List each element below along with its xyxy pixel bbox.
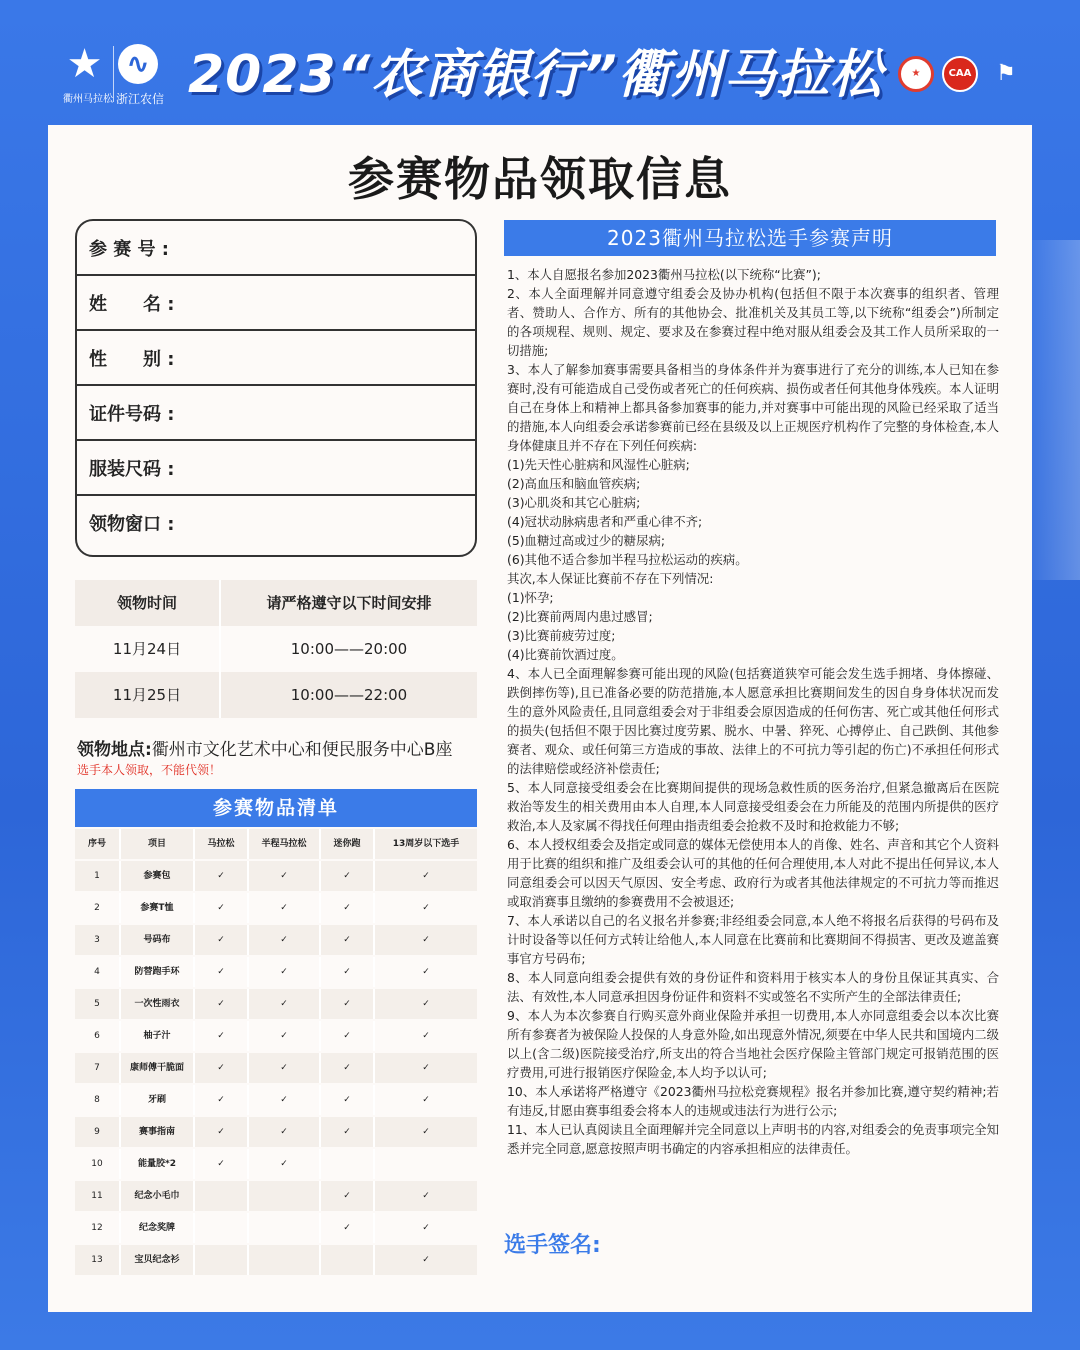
table-cell: 13 [91,1255,103,1265]
divider [247,989,249,1019]
location-value: 衢州市文化艺术中心和便民服务中心B座 [151,740,453,760]
divider [193,1117,195,1147]
table-cell: ✓ [422,903,430,913]
quzhou-logo-icon: ⚑ [996,61,1016,86]
divider [119,1245,121,1275]
table-cell: ✓ [343,1063,351,1073]
table-row [75,861,477,891]
table-cell: 号码布 [143,935,171,945]
table-cell: 4 [94,967,100,977]
divider [247,957,249,987]
table-cell: ✓ [343,1223,351,1233]
divider [247,893,249,923]
form-label: 领物窗口 : [89,514,175,535]
divider [193,957,195,987]
table-cell: ✓ [217,1063,225,1073]
table-row [75,957,477,987]
declaration-paragraph: 5、本人同意接受组委会在比赛期间提供的现场急救性质的医务治疗,但紧急撤离后在医院救治等发生的相关费用由本人自理,本人同意接受组委会在力所能及的范围内所提供的医疗救治,本人及家属不得找任何理由指责组委会抢救不及时和抢救能力不够; [507,780,999,833]
table-row [75,893,477,923]
declaration-paragraph: (2)比赛前两周内患过感冒; [507,609,653,624]
divider [319,957,321,987]
divider [119,1149,121,1179]
pickup-hours: 10:00——20:00 [290,640,408,658]
declaration-paragraph: (6)其他不适合参加半程马拉松运动的疾病。 [507,552,748,567]
divider [119,1117,121,1147]
divider [373,925,375,955]
form-row-window[interactable] [77,496,475,549]
declaration-paragraph: (5)血糖过高或过少的糖尿病; [507,533,666,548]
divider [319,1181,321,1211]
declaration-paragraph: (2)高血压和脑血管疾病; [507,476,641,491]
pickup-hours: 10:00——22:00 [290,686,408,704]
table-cell: ✓ [343,903,351,913]
column-header: 马拉松 [207,839,235,849]
declaration-title: 2023衢州马拉松选手参赛声明 [504,220,996,256]
declaration-paragraph: 6、本人授权组委会及指定或同意的媒体无偿使用本人的肖像、姓名、声音和其它个人资料用于比赛的组织和推广及组委会认可的其他的任何合理使用,本人对此不提出任何异议,本人同意组委会可以因天气原因、安全考虑、政府行为或者其他法律规定的不可抗力等而推迟或取消赛事且缴纳的参赛费用不会被退还; [507,837,999,909]
table-cell: ✓ [217,871,225,881]
divider [247,1245,249,1275]
table-cell [321,1149,373,1179]
table-cell: 6 [94,1031,100,1041]
table-cell: ✓ [422,1031,430,1041]
table-cell: ✓ [217,1127,225,1137]
table-cell: ✓ [422,1191,430,1201]
table-cell: ✓ [343,967,351,977]
divider [373,1117,375,1147]
declaration-paragraph: 1、本人自愿报名参加2023衢州马拉松(以下统称“比赛”); [507,267,821,282]
divider [319,893,321,923]
table-cell: ✓ [280,1159,288,1169]
divider [373,1021,375,1051]
column-header: 项目 [147,839,166,849]
table-cell [249,1245,319,1275]
divider [247,1085,249,1115]
organizer-badges [898,56,1023,100]
divider [319,1085,321,1115]
divider [373,1245,375,1275]
table-row [75,989,477,1019]
table-cell: ✓ [280,903,288,913]
divider [373,829,375,859]
form-label: 参 赛 号 : [89,239,169,260]
table-cell: ✓ [280,1031,288,1041]
table-cell: 宝贝纪念衫 [134,1255,180,1265]
divider [119,1021,121,1051]
nongxin-logo-caption: 浙江农信 [115,92,164,106]
declaration-paragraph: (4)比赛前饮酒过度。 [507,647,624,662]
table-cell: ✓ [343,1191,351,1201]
table-row [75,1149,477,1179]
declaration-paragraph: 8、本人同意向组委会提供有效的身份证件和资料用于核实本人的身份且保证其真实、合法、有效性,本人同意承担因身份证件和资料不实或签名不实所产生的全部法律责任; [507,970,999,1004]
column-header: 13周岁以下选手 [392,839,460,849]
table-cell: ✓ [217,1159,225,1169]
table-cell: 12 [91,1223,103,1233]
divider [373,1181,375,1211]
declaration-paragraph: (1)先天性心脏病和风湿性心脏病; [507,457,690,472]
declaration-paragraph: 9、本人为本次参赛自行购买意外商业保险并承担一切费用,本人亦同意组委会以本次比赛所有参赛者为被保险人投保的人身意外险,如出现意外情况,须要在中华人民共和国境内二级以上(含二级)医院接受治疗,所支出的符合当地社会医疗保险主管部门规定可报销范围的医疗费用,可进行报销医疗保险金,本人均予以认可; [507,1008,999,1080]
table-row [75,1085,477,1115]
table-cell: ✓ [422,871,430,881]
divider [319,1213,321,1243]
table-cell: 3 [94,935,100,945]
form-label: 证件号码 : [89,404,175,425]
divider [193,989,195,1019]
divider [373,989,375,1019]
table-cell: ✓ [280,871,288,881]
form-row-size[interactable] [77,441,475,496]
table-cell: 纪念奖牌 [138,1223,175,1233]
table-cell: ✓ [422,1255,430,1265]
form-row-bib[interactable] [77,221,475,276]
divider [247,925,249,955]
divider [247,1213,249,1243]
declaration-paragraph: (3)比赛前疲劳过度; [507,628,616,643]
divider [319,1245,321,1275]
table-cell: 纪念小毛巾 [134,1191,180,1201]
association-badge-icon: ★ [898,56,934,92]
pickup-time-table [75,580,477,718]
declaration-paragraph: 其次,本人保证比赛前不存在下列情况: [507,571,714,586]
table-row [75,1117,477,1147]
divider [247,1117,249,1147]
table-cell: ✓ [217,935,225,945]
form-label: 姓 名 : [89,294,175,315]
table-cell: ✓ [422,1223,430,1233]
time-header-date: 领物时间 [116,594,177,612]
caa-badge: CAA [942,56,978,92]
form-row-id[interactable] [77,386,475,441]
table-cell: ✓ [217,903,225,913]
table-cell: ✓ [422,967,430,977]
info-card [48,125,1032,1312]
table-cell: 赛事指南 [138,1127,175,1137]
divider [119,861,121,891]
table-cell: 康师傅干脆面 [129,1063,184,1073]
divider [193,829,195,859]
divider [193,893,195,923]
divider [193,861,195,891]
divider [373,1149,375,1179]
table-cell: ✓ [280,999,288,1009]
item-list-title: 参赛物品清单 [75,789,477,827]
table-cell: ✓ [422,935,430,945]
divider [319,925,321,955]
divider [119,925,121,955]
time-table-row [75,672,477,718]
declaration-paragraph: 10、本人承诺将严格遵守《2023衢州马拉松竞赛规程》报名并参加比赛,遵守契约精神;若有违反,甘愿由赛事组委会将本人的违规或违法行为进行公示; [507,1084,999,1118]
divider [247,861,249,891]
table-cell: 2 [94,903,100,913]
table-cell: 7 [94,1063,100,1073]
divider [193,925,195,955]
table-cell: ✓ [422,999,430,1009]
divider [319,989,321,1019]
table-cell: ✓ [343,1127,351,1137]
divider [319,1149,321,1179]
divider [373,1053,375,1083]
participant-form [75,219,477,557]
divider [319,1053,321,1083]
declaration-paragraph: (1)怀孕; [507,590,554,605]
divider [119,957,121,987]
divider [247,829,249,859]
column-header: 半程马拉松 [261,839,307,849]
time-header-note: 请严格遵守以下时间安排 [266,594,432,612]
divider [319,829,321,859]
table-cell: ✓ [280,1095,288,1105]
table-cell: ✓ [422,1063,430,1073]
declaration-paragraph: 11、本人已认真阅读且全面理解并完全同意以上声明书的内容,对组委会的免责事项完全知悉并完全同意,愿意按照声明书确定的内容承担相应的法律责任。 [507,1122,999,1156]
divider [119,1181,121,1211]
declaration-paragraph: 7、本人承诺以自己的名义报名并参赛;非经组委会同意,本人绝不将报名后获得的号码布及计时设备等以任何方式转让给他人,本人同意在比赛前和比赛期间不得损害、更改及遮盖赛事官方号码布; [507,913,999,966]
table-cell: ✓ [217,999,225,1009]
marathon-logo-icon: ★ [66,41,103,87]
divider [373,1213,375,1243]
table-cell [249,1213,319,1243]
zhejiang-nongxin-logo-icon: ∿ [118,44,158,84]
table-row [75,1245,477,1275]
table-cell: ✓ [422,1095,430,1105]
sponsor-logos [62,42,162,108]
declaration-paragraph: (3)心肌炎和其它心脏病; [507,495,641,510]
table-row [75,1181,477,1211]
divider [247,1021,249,1051]
divider [373,957,375,987]
divider [119,1213,121,1243]
divider [373,1085,375,1115]
divider [193,1181,195,1211]
table-cell: 防替跑手环 [134,967,180,977]
divider [373,861,375,891]
table-cell [375,1149,477,1179]
column-header: 序号 [87,839,106,849]
time-table-header [75,580,477,626]
column-header: 迷你跑 [333,839,361,849]
divider [119,829,121,859]
form-row-gender[interactable] [77,331,475,386]
table-cell: ✓ [422,1127,430,1137]
table-row [75,1053,477,1083]
table-cell: ✓ [343,1095,351,1105]
table-cell [195,1213,247,1243]
declaration-paragraph: 3、本人了解参加赛事需要具备相当的身体条件并为赛事进行了充分的训练,本人已知在参赛时,没有可能造成自己受伤或者死亡的任何疾病、损伤或者任何其他身体残疾。本人证明自己在身体上和精神上都具备参加赛事的能力,并对赛事中可能出现的风险已经采取了适当的措施,本人向组委会承诺参赛前已经在县级及以上正规医疗机构作了完整的身体检查,本人身体健康且并不存在下列任何疾病: [507,362,999,453]
divider [319,1117,321,1147]
table-cell [195,1181,247,1211]
table-cell: ✓ [343,871,351,881]
table-cell: ✓ [217,967,225,977]
table-cell: ✓ [217,1095,225,1105]
pickup-warning: 选手本人领取，不能代领！ [77,763,222,777]
divider [373,893,375,923]
table-row [75,925,477,955]
table-cell: 1 [94,871,100,881]
table-cell: ✓ [280,967,288,977]
location-label: 领物地点: [77,740,152,760]
event-title: 2023“农商银行”衢州马拉松 [188,45,883,105]
table-cell: 11 [91,1191,103,1201]
signature-label[interactable]: 选手签名: [504,1233,601,1258]
table-cell: 参赛包 [143,871,171,881]
table-cell: ✓ [280,935,288,945]
table-cell: 一次性雨衣 [134,999,180,1009]
pickup-location [77,735,452,760]
divider [119,1085,121,1115]
time-table-row [75,626,477,672]
table-cell: 牙刷 [147,1095,166,1105]
table-cell [195,1245,247,1275]
divider [247,1053,249,1083]
pickup-date: 11月24日 [112,640,182,658]
pickup-date: 11月25日 [112,686,182,704]
divider [247,1149,249,1179]
divider [319,1021,321,1051]
table-cell: 柚子汁 [143,1031,171,1041]
divider [193,1085,195,1115]
table-cell: ✓ [280,1127,288,1137]
table-cell: 10 [91,1159,103,1169]
divider [119,989,121,1019]
declaration-paragraph: 2、本人全面理解并同意遵守组委会及协办机构(包括但不限于本次赛事的组织者、管理者、赞助人、合作方、所有的其他协会、批准机关及其员工等,以下统称“组委会”)所制定的各项规程、规则、规定、要求及在参赛过程中绝对服从组委会及其工作人员所采取的一切措施; [507,286,999,358]
header [0,0,1080,125]
table-cell: 5 [94,999,100,1009]
item-table-header [75,829,477,859]
form-label: 服装尺码 : [89,459,175,480]
table-cell: 能量胶*2 [138,1159,176,1169]
declaration-body [507,265,999,1158]
divider [193,1053,195,1083]
table-cell: 参赛T恤 [140,903,174,913]
divider [319,861,321,891]
divider [247,1181,249,1211]
table-cell: 9 [94,1127,100,1137]
declaration-paragraph: 4、本人已全面理解参赛可能出现的风险(包括赛道狭窄可能会发生选手拥堵、身体擦碰、跌倒摔伤等),且已准备必要的防范措施,本人愿意承担比赛期间发生的因自身身体状况而发生的意外风险责任,且同意组委会对于非组委会原因造成的任何伤害、死亡或其他任何形式的损失(包括但不限于因比赛过度劳累、脱水、中暑、猝死、心搏停止、自己跌倒、其他参赛者、观众、或任何第三方造成的事故、法律上的不可抗力等引起的伤亡)不承担任何形式的法律赔偿或经济补偿责任; [507,666,999,776]
divider [193,1213,195,1243]
table-cell [249,1181,319,1211]
table-cell: ✓ [343,935,351,945]
table-cell: ✓ [217,1031,225,1041]
divider [193,1245,195,1275]
table-cell: ✓ [343,1031,351,1041]
table-cell: 8 [94,1095,100,1105]
page-title: 参赛物品领取信息 [348,152,732,206]
table-cell [321,1245,373,1275]
table-cell: ✓ [343,999,351,1009]
table-row [75,1213,477,1243]
table-cell: ✓ [280,1063,288,1073]
divider [119,893,121,923]
marathon-logo-caption: 衢州马拉松 [63,94,113,105]
table-row [75,1021,477,1051]
form-label: 性 别 : [89,349,175,370]
declaration-paragraph: (4)冠状动脉病患者和严重心律不齐; [507,514,703,529]
divider [193,1149,195,1179]
divider [119,1053,121,1083]
divider [193,1021,195,1051]
form-row-name[interactable] [77,276,475,331]
